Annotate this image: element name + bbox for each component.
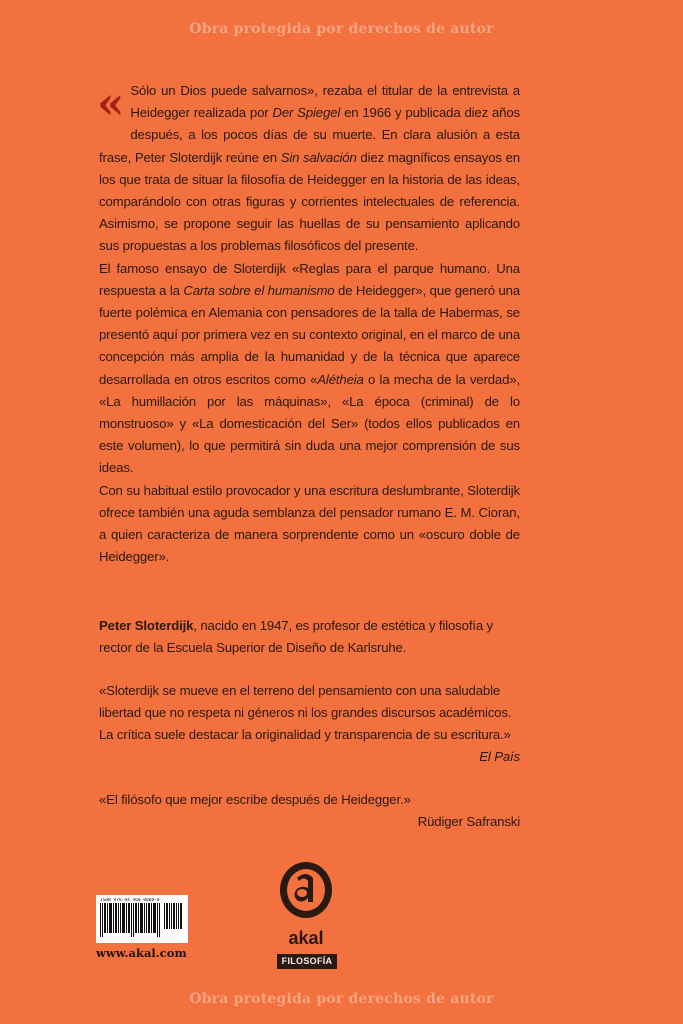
review-source: El País <box>479 749 520 764</box>
isbn-barcode <box>96 895 188 943</box>
blurb-paragraph-1: Sólo un Dios puede salvarnos», rezaba el titular de la entrevista a Heidegger realizada por Der Spiegel en 1966 y publicada diez años después, a los pocos días de su muerte. En clara alusión a esta frase, Peter Sloterdijk reúne en Sin salvación diez magníficos ensayos en los que trata de situar la filosofía de Heidegger en la historia de las ideas, comparándolo con otras figuras y corrientes intelectuales de referencia. Asimismo, se propone seguir las huellas de su pensamiento aplicando sus propuestas a los problemas filosóficos del presente. <box>99 83 520 254</box>
review-el-pais <box>99 680 520 768</box>
review-source: Rüdiger Safranski <box>417 814 520 829</box>
author-name: Peter Sloterdijk <box>99 618 194 633</box>
watermark-top: Obra protegida por derechos de autor <box>189 21 494 37</box>
series-label: FILOSOFÍA <box>277 954 337 969</box>
author-bio-text: , nacido en 1947, es profesor de estética y filosofía y rector de la Escuela Superior de Diseño de Karlsruhe. <box>99 618 493 655</box>
blurb-paragraph-3: Con su habitual estilo provocador y una escritura deslumbrante, Sloterdijk ofrece también una aguda semblanza del pensador rumano E. M. Cioran, a quien caracteriza de manera sorprendente como un «oscuro doble de Heidegger». <box>99 482 520 565</box>
logo-wordmark: akal <box>288 928 324 948</box>
barcode-icon <box>100 903 184 937</box>
author-bio <box>99 615 520 659</box>
akal-logo-icon <box>272 860 336 968</box>
blurb-paragraph-2: El famoso ensayo de Sloterdijk «Reglas para el parque humano. Una respuesta a la Carta sobre el humanismo de Heidegger», que generó una fuerte polémica en Alemania con pensadores de la talla de Habermas, se presentó aquí por primera vez en su contexto original, en el marco de una concepción más amplia de la humanidad y de la técnica que aparece desarrollada en otros escritos como «Alétheia o la mecha de la verdad», «La humillación por las máquinas», «La época (criminal) de lo monstruoso» y «La domesticación del Ser» (todos ellos publicados en este volumen), lo que permitirá sin duda una mejor comprensión de sus ideas. <box>99 260 520 476</box>
opening-quote-mark: « <box>97 78 125 129</box>
review-safranski <box>99 789 520 833</box>
watermark-bottom: Obra protegida por derechos de autor <box>189 991 494 1007</box>
publisher-url: www.akal.com <box>96 946 187 960</box>
back-cover-blurb <box>99 80 520 568</box>
isbn-text: ISBN 978-84-460-0000-0 <box>100 898 160 903</box>
review-quote: «Sloterdijk se mueve en el terreno del pensamiento con una saludable libertad que no respeta ni géneros ni los grandes discursos académicos. La crítica suele destacar la originalidad y transparencia de su escritura.» <box>99 683 512 742</box>
review-quote: «El filósofo que mejor escribe después de Heidegger.» <box>99 792 411 807</box>
